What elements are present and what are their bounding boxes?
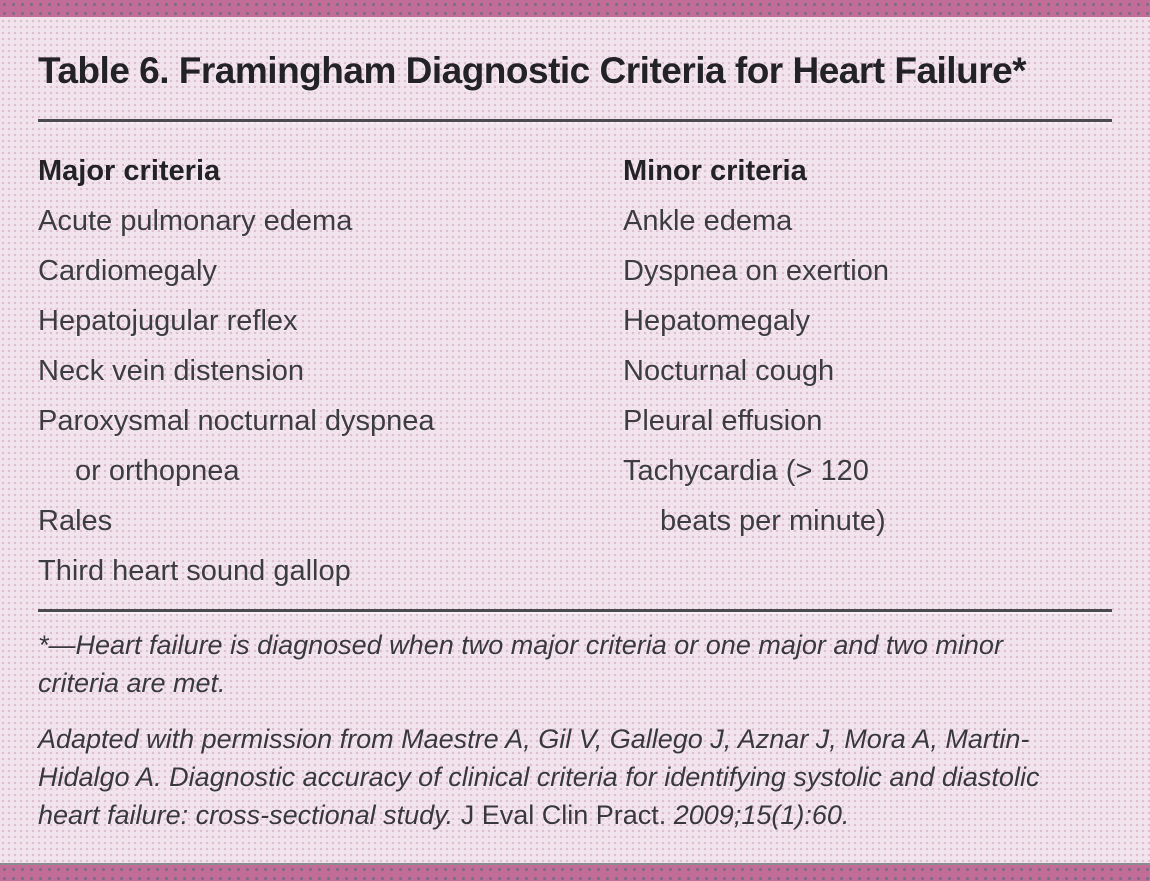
attribution-segment: 2009;15(1):60. — [673, 800, 850, 830]
asterisk-footnote — [38, 626, 1112, 702]
column-header: Minor criteria — [623, 155, 807, 187]
criteria-item-line: Rales — [38, 505, 113, 537]
criteria-item-line: Third heart sound gallop — [38, 555, 351, 587]
footnote-line: *—Heart failure is diagnosed when two major criteria or one major and two minor — [38, 630, 1003, 660]
criteria-column-minor — [623, 146, 1150, 596]
criteria-item — [623, 296, 1150, 346]
attribution-segment: heart failure: cross-sectional study. — [38, 800, 461, 830]
criteria-item-line: or orthopnea — [75, 455, 240, 487]
criteria-item-line: Dyspnea on exertion — [623, 255, 889, 287]
table-title: Table 6. Framingham Diagnostic Criteria for Heart Failure* — [38, 50, 1027, 91]
bottom-border-bar — [0, 863, 1150, 881]
criteria-item-line: Pleural effusion — [623, 405, 823, 437]
criteria-item — [623, 346, 1150, 396]
criteria-item-line: Neck vein distension — [38, 355, 304, 387]
title-divider — [38, 119, 1112, 122]
attribution-segment: Hidalgo A. Diagnostic accuracy of clinical criteria for identifying systolic and diastolic — [38, 762, 1040, 792]
criteria-item-line: Ankle edema — [623, 205, 793, 237]
column-header: Major criteria — [38, 155, 221, 187]
criteria-item-line: Tachycardia (> 120 — [623, 455, 869, 487]
attribution-line — [38, 720, 1112, 758]
footnote-line: criteria are met. — [38, 668, 226, 698]
criteria-column-major — [38, 146, 623, 596]
criteria-item-line: beats per minute) — [660, 505, 886, 537]
criteria-item-line: Nocturnal cough — [623, 355, 835, 387]
attribution-segment: J Eval Clin Pract. — [460, 800, 674, 830]
table-card — [0, 17, 1150, 863]
criteria-item-line: Hepatojugular reflex — [38, 305, 298, 337]
source-attribution — [38, 720, 1112, 834]
attribution-line — [38, 758, 1112, 796]
criteria-item — [623, 396, 1150, 446]
criteria-item — [623, 196, 1150, 246]
criteria-item-line: Hepatomegaly — [623, 305, 810, 337]
criteria-item-line: Acute pulmonary edema — [38, 205, 353, 237]
criteria-item — [623, 246, 1150, 296]
criteria-item — [623, 446, 1150, 546]
criteria-item-line: Paroxysmal nocturnal dyspnea — [38, 405, 435, 437]
criteria-columns — [38, 146, 1112, 596]
criteria-item — [38, 496, 623, 546]
criteria-item — [38, 296, 623, 346]
criteria-item-line: Cardiomegaly — [38, 255, 217, 287]
footer-divider — [38, 609, 1112, 612]
criteria-item — [38, 396, 623, 496]
criteria-item — [38, 196, 623, 246]
criteria-item — [38, 246, 623, 296]
top-border-bar — [0, 0, 1150, 17]
attribution-line — [38, 796, 1112, 834]
attribution-segment: Adapted with permission from Maestre A, Gil V, Gallego J, Aznar J, Mora A, Martin- — [38, 724, 1030, 754]
criteria-item — [38, 346, 623, 396]
criteria-item — [38, 546, 623, 596]
